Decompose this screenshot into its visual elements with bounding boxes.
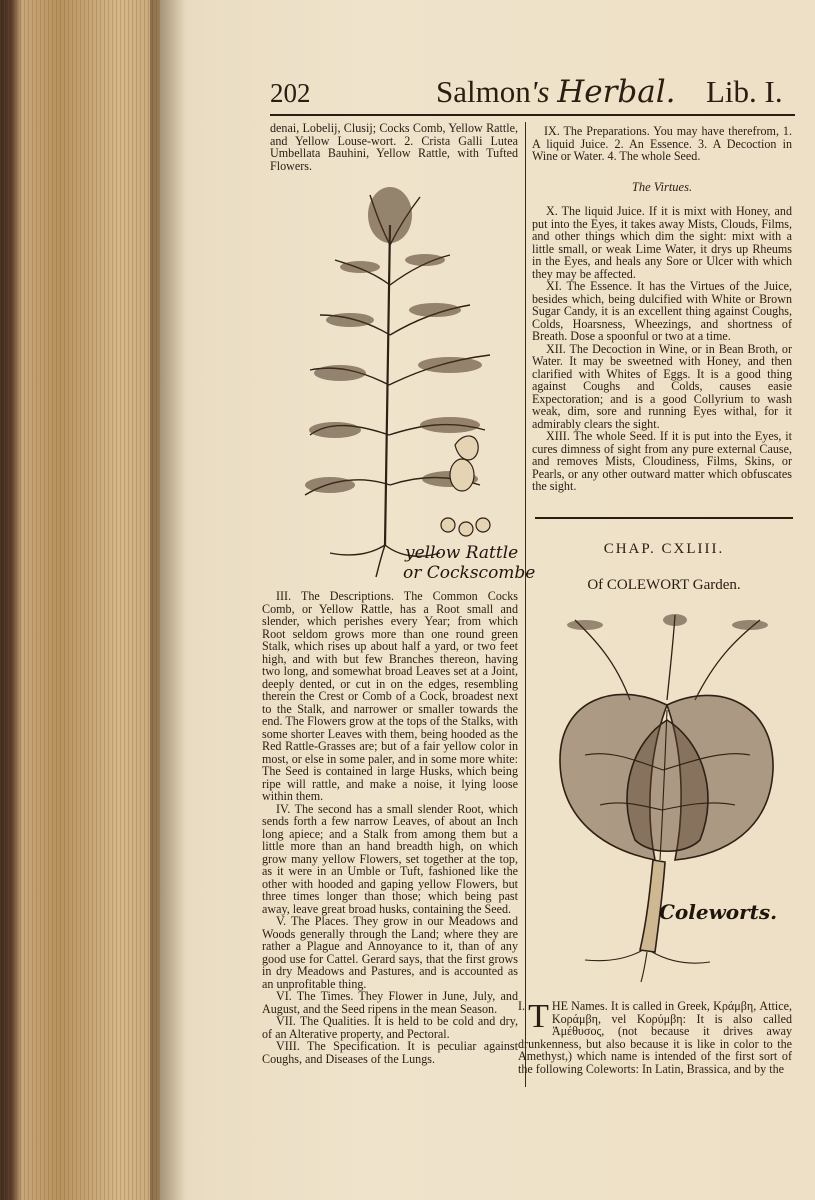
preparations-text: IX. The Preparations. You may have therefrom, 1. A liquid Juice. 2. An Essence. 3. A Decoction in Wine or Water. 4. The whole Seed. bbox=[532, 124, 792, 163]
virtue-liquid-juice: X. The liquid Juice. If it is mixt with Honey, and put into the Eyes, it takes away Mists, Clouds, Films, and other things which dim the sight: mixt with a little small, or weak Lime Water, it drys up Rheums in the Eyes, and heals any Sore or Ulcer with which they may be affected. bbox=[532, 204, 792, 281]
names-text: HE Names. It is called in Greek, Κράμβη, Attice, Κοράμβη, vel Κορύμβη: It is also called Ἀμέθυσος, (not because it drives away drunkenness, but also because it is like in color to the Amethyst,) which name is intended of the first sort of the following Coleworts: In Latin, Brassica, and by the bbox=[518, 999, 792, 1076]
preparations-paragraph bbox=[532, 125, 792, 163]
chapter-rule bbox=[535, 517, 793, 519]
page-number: 202 bbox=[270, 78, 311, 108]
paragraph-specification: VIII. The Specification. It is peculiar against Coughs, and Diseases of the Lungs. bbox=[262, 1039, 518, 1066]
chapter-title: Of COLEWORT Garden. bbox=[587, 577, 741, 593]
running-title-possessive: 's bbox=[530, 74, 550, 109]
running-title-main: Salmon bbox=[436, 74, 531, 109]
book-number: Lib. I. bbox=[706, 74, 783, 109]
paragraph-places: V. The Places. They grow in our Meadows and Woods generally through the Land; where they are rather a Plague and Annoyance to it, than of any good use for Cattel. Gerard says, that the first grows in dry Meadows and Pastures, and is accounted as an unprofitable thing. bbox=[262, 914, 518, 991]
yellow-rattle-caption-line1: yellow Rattle bbox=[405, 543, 519, 563]
virtue-whole-seed: XIII. The whole Seed. If it is put into the Eyes, it cures dimness of sight from any pure external Cause, and removes Mists, Cloudiness, Films, Skins, or Pearls, or any other outward matter which obfuscates the sight. bbox=[532, 429, 792, 493]
paragraph-second-kind: IV. The second has a small slender Root, which sends forth a few narrow Leaves, of about an Inch long apiece; and a Stalk from among them but a little more than an hand breadth high, on which grow many yellow Flowers, set together at the top, as it were in an Umble or Tuft, fashioned like the other with hooded and gaping yellow Flowers, but three times longer than those; which being past away, leave great broad husks, containing the Seed. bbox=[262, 801, 518, 916]
names-paragraph bbox=[518, 1000, 792, 1075]
spine-shadow bbox=[150, 0, 185, 1200]
virtue-decoction: XII. The Decoction in Wine, or in Bean Broth, or Water. It may be sweetned with Honey, and then clarified with Whites of Eggs. It is a good thing against Coughs and Colds, causes easie Expectoration; and is a good Collyrium to wash weak, dim, sore and running Eyes withal, for it admirably clears the sight. bbox=[532, 341, 792, 431]
book-page-edges bbox=[0, 0, 170, 1200]
colewort-caption bbox=[655, 895, 785, 930]
yellow-rattle-illustration bbox=[290, 185, 510, 580]
left-top-paragraph bbox=[270, 122, 518, 172]
running-title bbox=[436, 74, 675, 110]
paragraph-times: VI. The Times. They Flower in June, July, and August, and the Seed ripens in the mean Season. bbox=[262, 989, 518, 1016]
paragraph-qualities: VII. The Qualities. It is held to be cold and dry, of an Alterative property, and Pectoral. bbox=[262, 1014, 518, 1041]
paragraph-descriptions: III. The Descriptions. The Common Cocks Comb, or Yellow Rattle, has a Root small and slender, which perishes every Year; from which Root seldom grows more than one round green Stalk, which rises up about half a yard, or two feet high, and with but few Branches thereon, having two long, and somewhat broad Leaves set at a Joint, deeply dented, or cut in on the edges, resembling therein the Crest or Comb of a Cock, broadest next to the Stalk, and narrower or smaller towards the end. The Flowers grow at the tops of the Stalks, with some shorter Leaves with them, being hooded as the Red Rattle-Grasses are; but of a fair yellow color in most, or else in some paler, and in some more white: The Seed is contained in large Husks, which being ripe will rattle, and make a noise, it lying loose within them. bbox=[262, 589, 518, 803]
names-label: I. bbox=[518, 999, 526, 1013]
virtues-heading: The Virtues. bbox=[631, 180, 693, 194]
yellow-rattle-caption bbox=[400, 540, 536, 585]
names-dropcap: T bbox=[528, 998, 549, 1035]
virtues-text bbox=[532, 205, 792, 493]
virtue-essence: XI. The Essence. It has the Virtues of the Juice, besides which, being dulcified with White or Brown Sugar Candy, it is an excellent thing against Coughs, Colds, Hoarsness, Wheezings, and shortness of Breath. Dose a spoonful or two at a time. bbox=[532, 279, 792, 343]
running-title-herbal: Herbal. bbox=[557, 74, 676, 110]
colewort-caption-text: Coleworts. bbox=[659, 900, 778, 924]
column-divider bbox=[525, 122, 526, 1087]
chapter-heading: CHAP. CXLIII. bbox=[603, 541, 725, 557]
left-intro-text: denai, Lobelij, Clusij; Cocks Comb, Yellow Rattle, and Yellow Louse-wort. 2. Crista Galli Lutea Umbellata Bauhini, Yellow Rattle, with Tufted Flowers. bbox=[270, 121, 518, 173]
left-column-text bbox=[262, 590, 518, 1065]
yellow-rattle-caption-line2: or Cockscombe bbox=[403, 563, 536, 583]
